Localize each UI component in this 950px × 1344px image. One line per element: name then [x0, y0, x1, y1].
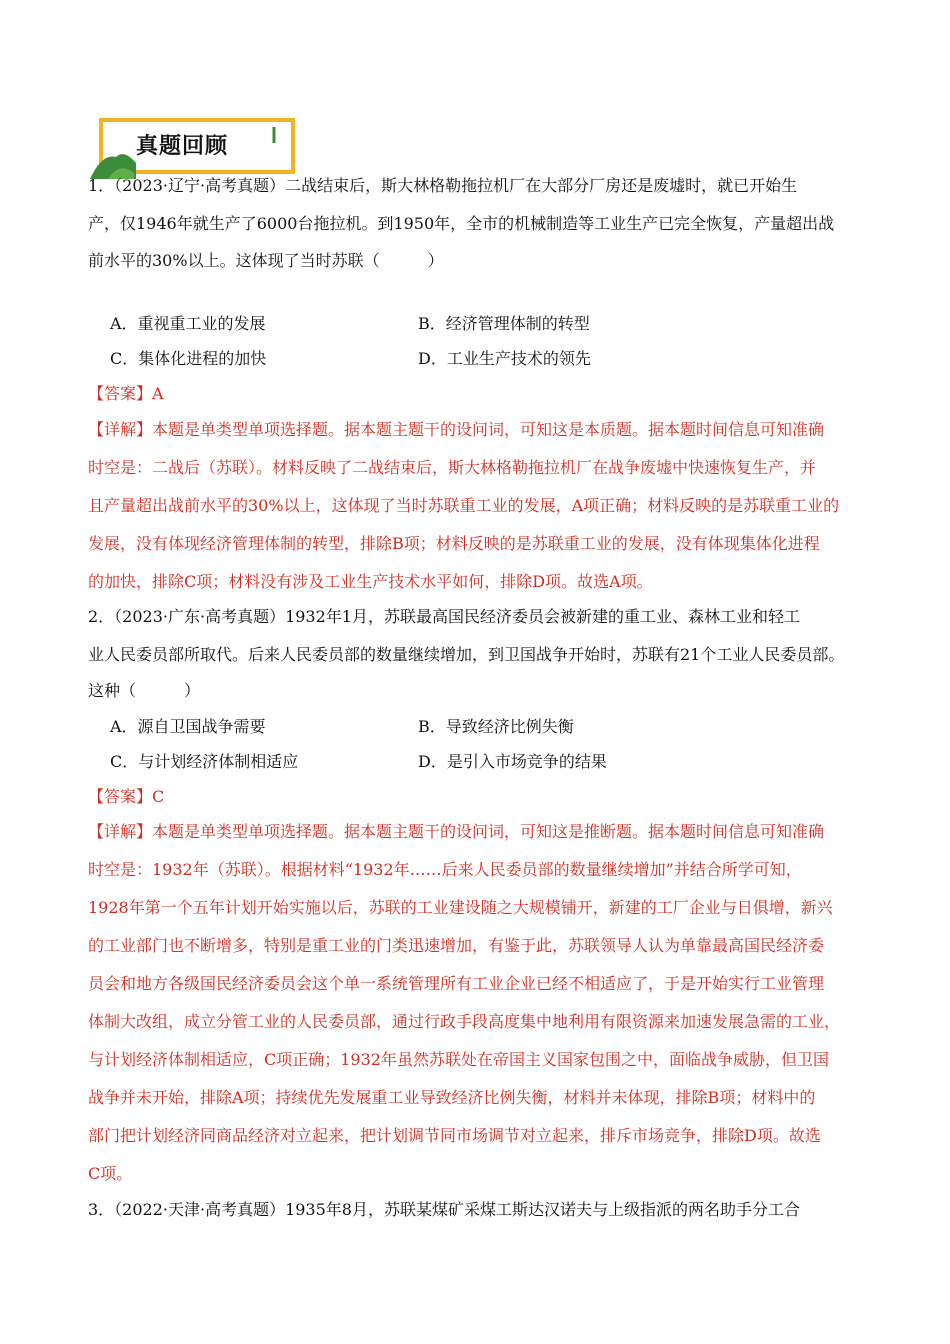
q2-option-c: C．与计划经济体制相适应 — [110, 752, 299, 771]
q2-option-a: A．源自卫国战争需要 — [110, 717, 266, 736]
q2-detail-line-4: 的工业部门也不断增多，特别是重工业的门类迅速增加，有鉴于此，苏联领导人认为单靠最高国民经济委 — [88, 936, 825, 955]
q2-detail-line-5: 员会和地方各级国民经济委员会这个单一系统管理所有工业企业已经不相适应了，于是开始实行工业管理 — [88, 974, 825, 993]
q2-detail-line-8: 战争并未开始，排除A项；持续优先发展重工业导致经济比例失衡，材料并未体现，排除B项；材料中的 — [88, 1088, 816, 1107]
q1-option-a: A．重视重工业的发展 — [110, 314, 266, 333]
q1-detail-line-1: 【详解】本题是单类型单项选择题。据本题主题干的设问词，可知这是本质题。据本题时间信息可知准确 — [88, 420, 825, 439]
q2-stem-line-1: 2．（2023·广东·高考真题）1932年1月，苏联最高国民经济委员会被新建的重工业、森林工业和轻工 — [88, 607, 800, 626]
q2-detail-line-2: 时空是：1932年（苏联）。根据材料“1932年……后来人民委员部的数量继续增加”并结合所学可知， — [88, 860, 802, 879]
q1-detail-line-5: 的加快，排除C项；材料没有涉及工业生产技术水平如何，排除D项。故选A项。 — [88, 572, 653, 591]
q1-detail-line-2: 时空是：二战后（苏联）。材料反映了二战结束后，斯大林格勒拖拉机厂在战争废墟中快速恢复生产，并 — [88, 458, 817, 477]
q2-option-d: D．是引入市场竞争的结果 — [418, 752, 607, 771]
q1-stem-line-2: 产，仅1946年就生产了6000台拖拉机。到1950年，全市的机械制造等工业生产已完全恢复，产量超出战 — [88, 214, 835, 233]
q1-detail-line-3: 且产量超出战前水平的30%以上，这体现了当时苏联重工业的发展，A项正确；材料反映的是苏联重工业的 — [88, 496, 840, 515]
q2-stem-line-3: 这种（ ） — [88, 681, 201, 700]
q1-option-c: C．集体化进程的加快 — [110, 349, 267, 368]
section-banner — [88, 113, 298, 183]
q2-detail-line-9: 部门把计划经济同商品经济对立起来，把计划调节同市场调节对立起来，排斥市场竞争，排除D项。故选 — [88, 1126, 821, 1145]
q1-stem-line-1: 1．（2023·辽宁·高考真题）二战结束后，斯大林格勒拖拉机厂在大部分厂房还是废墟时，就已开始生 — [88, 176, 798, 195]
q1-stem-line-3: 前水平的30%以上。这体现了当时苏联（ ） — [88, 251, 444, 270]
q2-detail-line-1: 【详解】本题是单类型单项选择题。据本题主题干的设问词，可知这是推断题。据本题时间信息可知准确 — [88, 822, 825, 841]
q2-detail-line-3: 1928年第一个五年计划开始实施以后，苏联的工业建设随之大规模铺开，新建的工厂企业与日俱增，新兴 — [88, 898, 833, 917]
q2-answer: 【答案】C — [88, 787, 165, 806]
q2-detail-line-10: C项。 — [88, 1164, 133, 1183]
q2-detail-line-7: 与计划经济体制相适应，C项正确；1932年虽然苏联处在帝国主义国家包围之中，面临战争威胁，但卫国 — [88, 1050, 829, 1069]
q1-option-d: D．工业生产技术的领先 — [418, 349, 591, 368]
q1-answer: 【答案】A — [88, 384, 164, 403]
q2-stem-line-2: 业人民委员部所取代。后来人民委员部的数量继续增加，到卫国战争开始时，苏联有21个工业人民委员部。 — [88, 645, 845, 664]
section-title: 真题回顾 — [136, 134, 229, 159]
q2-detail-line-6: 体制大改组，成立分管工业的人民委员部，通过行政手段高度集中地利用有限资源来加速发展急需的工业， — [88, 1012, 841, 1031]
q1-detail-line-4: 发展，没有体现经济管理体制的转型，排除B项；材料反映的是苏联重工业的发展，没有体现集体化进程 — [88, 534, 820, 553]
q2-option-b: B．导致经济比例失衡 — [418, 717, 574, 736]
q3-stem-line-1: 3．（2022·天津·高考真题）1935年8月，苏联某煤矿采煤工斯达汉诺夫与上级指派的两名助手分工合 — [88, 1200, 800, 1219]
q1-option-b: B．经济管理体制的转型 — [418, 314, 590, 333]
